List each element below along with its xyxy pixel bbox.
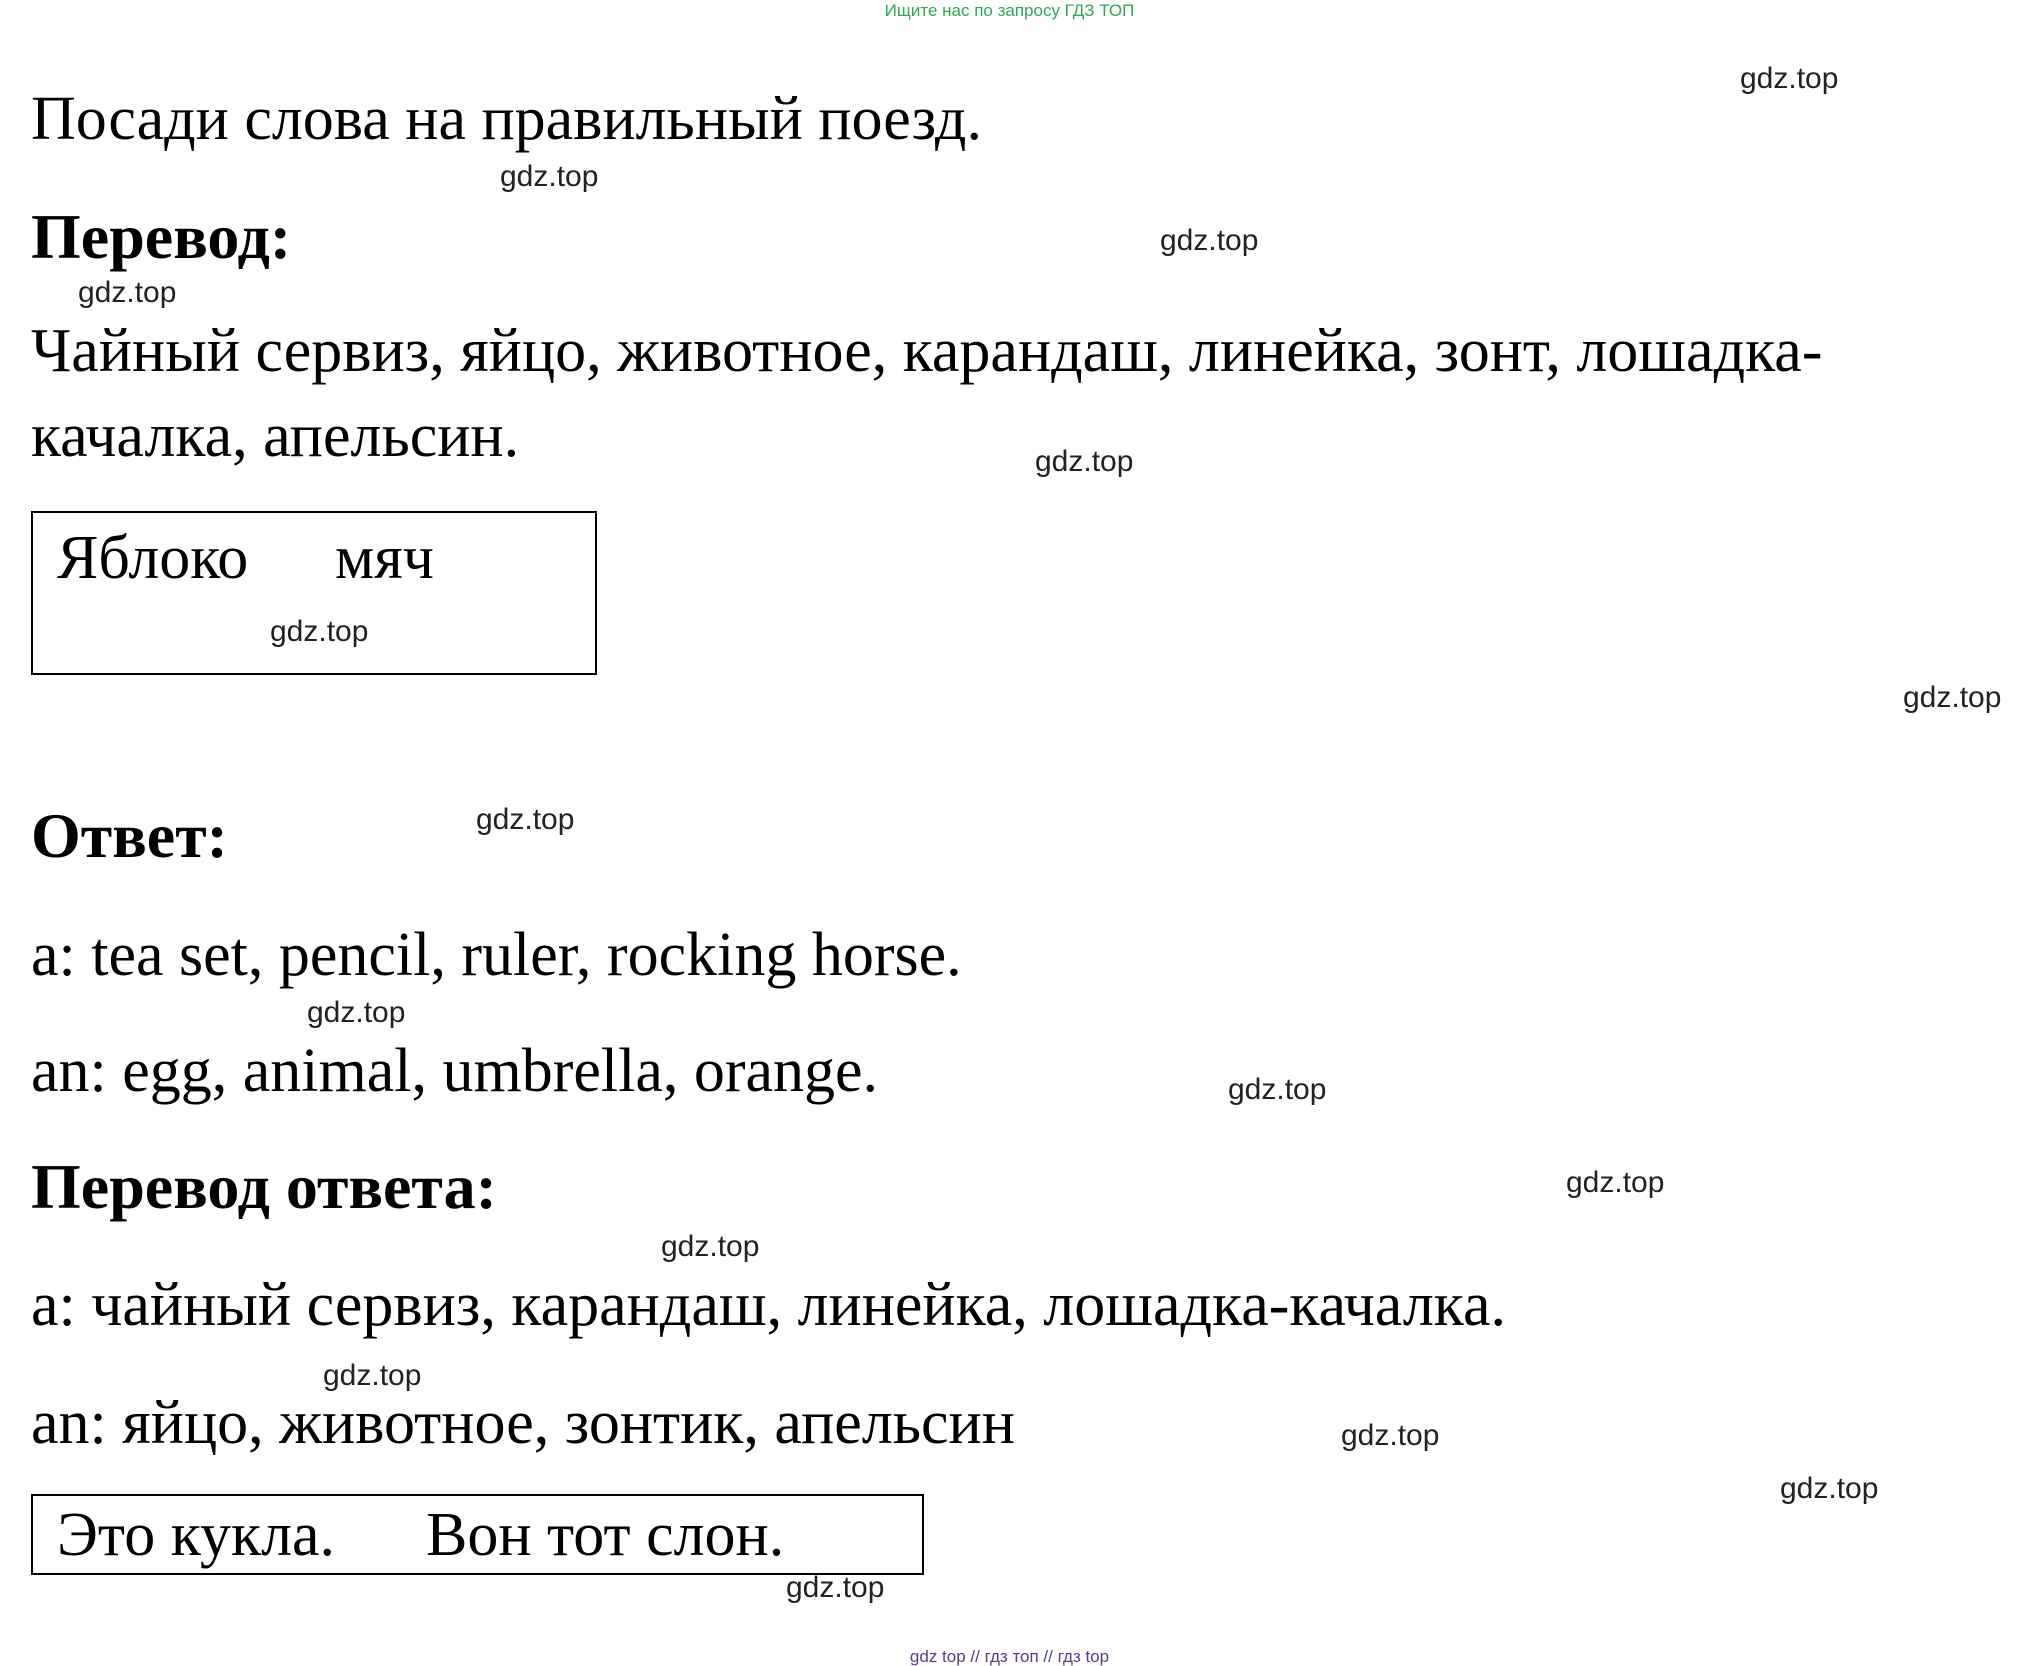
top-banner[interactable]: Ищите нас по запросу ГДЗ ТОП: [884, 1, 1135, 20]
answer-sentence-box: [31, 1494, 924, 1575]
watermark-text: gdz.top: [1035, 445, 1134, 478]
translation-heading: Перевод:: [31, 201, 292, 272]
watermark-text: gdz.top: [323, 1359, 422, 1392]
watermark-text: gdz.top: [786, 1571, 885, 1604]
watermark-text: gdz.top: [1228, 1073, 1327, 1106]
watermark-text: gdz.top: [78, 276, 177, 309]
watermark-text: gdz.top: [270, 615, 369, 648]
answer-line-an: an: egg, animal, umbrella, orange.: [31, 1037, 879, 1105]
task-instruction: Посади слова на правильный поезд.: [31, 85, 982, 153]
translation-line-2: качалка, апельсин.: [31, 402, 520, 470]
answer-translation-heading: Перевод ответа:: [31, 1151, 497, 1222]
bottom-banner[interactable]: gdz top // гдз топ // гдз top: [909, 1647, 1110, 1666]
watermark-text: gdz.top: [661, 1230, 760, 1263]
answer-translation-line-a: a: чайный сервиз, карандаш, линейка, лошадка-качалка.: [31, 1271, 1506, 1339]
watermark-text: gdz.top: [500, 160, 599, 193]
watermark-text: gdz.top: [1341, 1419, 1440, 1452]
answer-heading: Ответ:: [31, 800, 228, 871]
watermark-text: gdz.top: [476, 803, 575, 836]
translation-line-1: Чайный сервиз, яйцо, животное, карандаш, линейка, зонт, лошадка-: [31, 317, 1823, 385]
watermark-text: gdz.top: [307, 996, 406, 1029]
watermark-text: gdz.top: [1566, 1166, 1665, 1199]
watermark-text: gdz.top: [1160, 224, 1259, 257]
box-word-apple: Яблоко: [57, 524, 249, 592]
answer-translation-line-an: an: яйцо, животное, зонтик, апельсин: [31, 1389, 1015, 1457]
watermark-text: gdz.top: [1740, 62, 1839, 95]
watermark-text: gdz.top: [1903, 681, 2002, 714]
translation-word-box: [31, 511, 597, 675]
box-word-ball: мяч: [335, 524, 434, 592]
answer-line-a: a: tea set, pencil, ruler, rocking horse.: [31, 921, 962, 989]
watermark-text: gdz.top: [1780, 1472, 1879, 1505]
box-sentence-elephant: Вон тот слон.: [426, 1501, 785, 1569]
box-sentence-doll: Это кукла.: [57, 1501, 336, 1569]
